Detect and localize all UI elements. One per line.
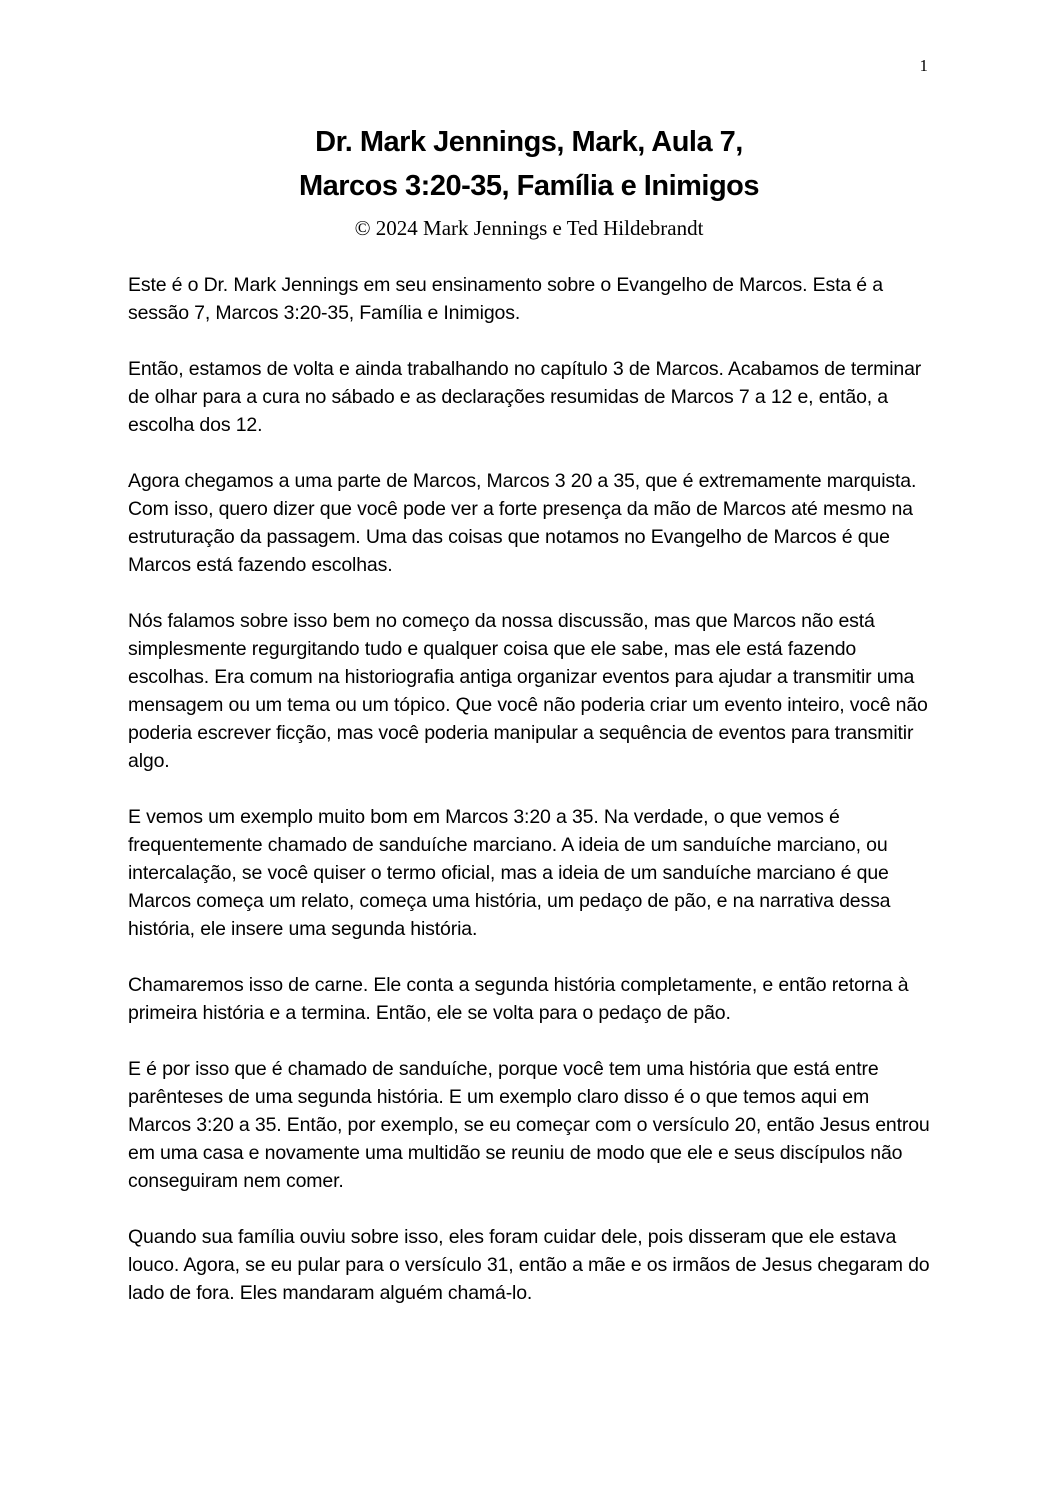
paragraph: Chamaremos isso de carne. Ele conta a segunda história completamente, e então retorna à primeira história e a termina. Então, ele se volta para o pedaço de pão. — [128, 974, 909, 1024]
paragraph: E vemos um exemplo muito bom em Marcos 3:20 a 35. Na verdade, o que vemos é frequentemente chamado de sanduíche marciano. A ideia de um sanduíche marciano, ou intercalação, se você quiser o termo oficial, mas a ideia de um sanduíche marciano é que Marcos começa um relato, começa uma história, um pedaço de pão, e na narrativa dessa história, ele insere uma segunda história. — [128, 806, 891, 940]
document-title — [128, 120, 930, 208]
page-number: 1 — [919, 56, 928, 75]
paragraph: Nós falamos sobre isso bem no começo da nossa discussão, mas que Marcos não está simplesmente regurgitando tudo e qualquer coisa que ele sabe, mas ele está fazendo escolhas. Era comum na historiografia antiga organizar eventos para ajudar a transmitir uma mensagem ou um tema ou um tópico. Que você não poderia criar um evento inteiro, você não poderia escrever ficção, mas você poderia manipular a sequência de eventos para transmitir algo. — [128, 610, 928, 772]
paragraph: Este é o Dr. Mark Jennings em seu ensinamento sobre o Evangelho de Marcos. Esta é a sessão 7, Marcos 3:20-35, Família e Inimigos. — [128, 274, 883, 324]
copyright-line: © 2024 Mark Jennings e Ted Hildebrandt — [354, 216, 704, 240]
paragraph: E é por isso que é chamado de sanduíche, porque você tem uma história que está entre parênteses de uma segunda história. E um exemplo claro disso é o que temos aqui em Marcos 3:20 a 35. Então, por exemplo, se eu começar com o versículo 20, então Jesus entrou em uma casa e novamente uma multidão se reuniu de modo que ele e seus discípulos não conseguiram nem comer. — [128, 1058, 930, 1192]
paragraph: Então, estamos de volta e ainda trabalhando no capítulo 3 de Marcos. Acabamos de terminar de olhar para a cura no sábado e as declarações resumidas de Marcos 7 a 12 e, então, a escolha dos 12. — [128, 358, 922, 436]
paragraph: Quando sua família ouviu sobre isso, eles foram cuidar dele, pois disseram que ele estava louco. Agora, se eu pular para o versículo 31, então a mãe e os irmãos de Jesus chegaram do lado de fora. Eles mandaram alguém chamá-lo. — [128, 1226, 930, 1304]
document-title-line-2: Marcos 3:20-35, Família e Inimigos — [298, 170, 760, 202]
paragraph: Agora chegamos a uma parte de Marcos, Marcos 3 20 a 35, que é extremamente marquista. Com isso, quero dizer que você pode ver a forte presença da mão de Marcos até mesmo na estruturação da passagem. Uma das coisas que notamos no Evangelho de Marcos é que Marcos está fazendo escolhas. — [128, 470, 917, 576]
document-body — [128, 271, 930, 1307]
document-title-line-1: Dr. Mark Jennings, Mark, Aula 7, — [315, 126, 743, 158]
